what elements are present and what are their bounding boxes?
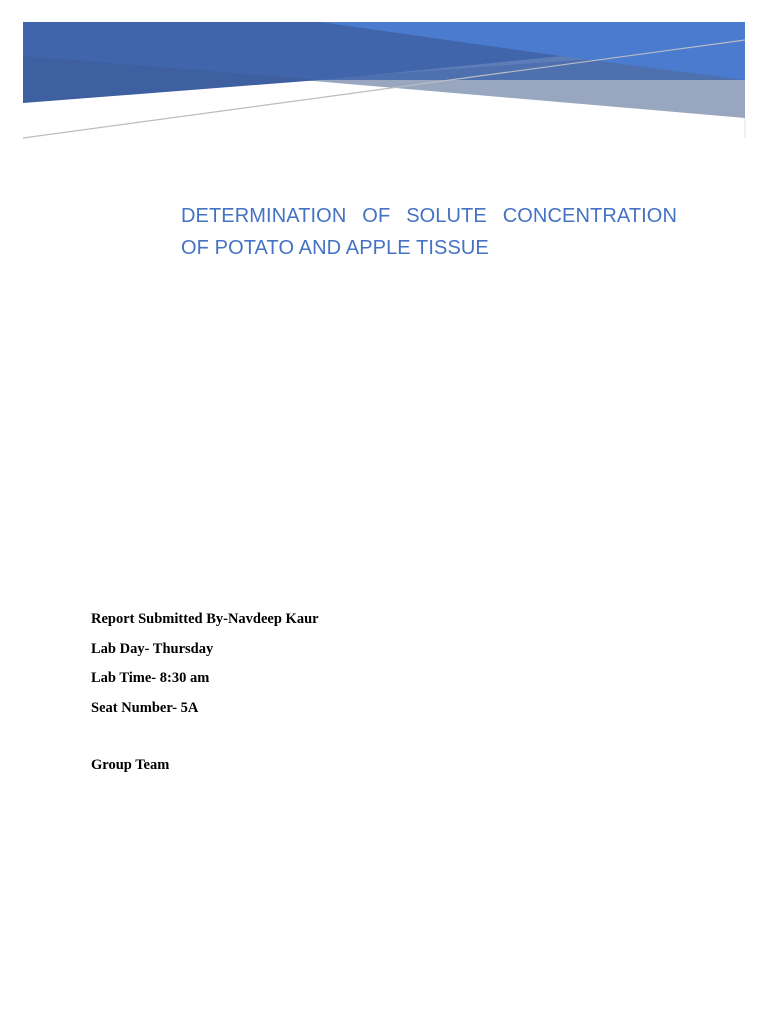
submitted-by-line: Report Submitted By-Navdeep Kaur [91, 611, 319, 627]
lab-time-line: Lab Time- 8:30 am [91, 670, 210, 687]
seat-number-line: Seat Number- 5A [91, 700, 199, 717]
lab-day-line: Lab Day- Thursday [91, 640, 214, 657]
group-team-heading: Group Team [91, 757, 170, 773]
report-info [91, 608, 319, 727]
header-banner [0, 0, 768, 150]
document-title: DETERMINATION OF SOLUTE CONCENTRATION OF POTATO AND APPLE TISSUE [181, 205, 677, 259]
